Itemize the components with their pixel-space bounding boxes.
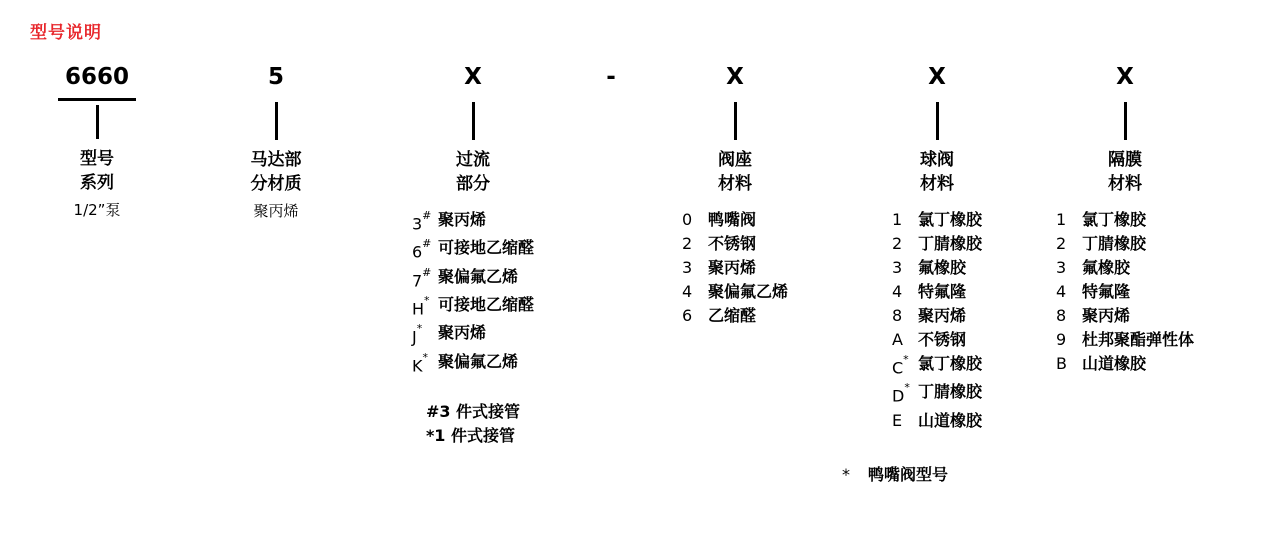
option-value: 特氟隆 [1081, 282, 1130, 301]
option-key-superscript: * [904, 381, 910, 395]
footnote: #3 件式接管 [425, 401, 521, 421]
option-key-char: 3 [891, 258, 903, 277]
segment-code: X [928, 64, 946, 90]
option-key [892, 304, 918, 328]
segment-stem [734, 102, 737, 140]
star-note [842, 463, 1032, 487]
segment-code: X [1116, 64, 1134, 90]
option-value: 聚丙烯 [437, 210, 486, 229]
option-row [892, 256, 982, 280]
option-key [412, 321, 438, 349]
option-row [892, 304, 982, 328]
option-value: 聚丙烯 [1081, 306, 1130, 325]
option-row [1056, 280, 1194, 304]
option-value: 山道橡胶 [917, 410, 982, 430]
option-key-char: 2 [681, 234, 693, 253]
star-note-key: * [842, 464, 850, 484]
option-key [892, 328, 918, 352]
option-row [1056, 304, 1194, 328]
option-key [1056, 232, 1082, 256]
footnote-list [426, 400, 520, 448]
option-key [1056, 280, 1082, 304]
option-key-char: 6 [681, 306, 693, 325]
option-key [1056, 328, 1082, 352]
option-value: 氯丁橡胶 [917, 210, 982, 229]
option-key [892, 208, 918, 232]
segment-heading: 材料 [920, 174, 954, 194]
option-value: 不锈钢 [707, 234, 756, 253]
option-key [1056, 208, 1082, 232]
option-key-char: C [891, 358, 904, 378]
option-list [412, 208, 534, 378]
option-key-superscript: # [422, 265, 432, 279]
option-key-char: 1 [891, 210, 903, 229]
segment-heading: 球阀 [920, 150, 954, 170]
page-title: 型号说明 [30, 23, 102, 43]
option-row [412, 321, 534, 349]
option-value: 聚偏氟乙烯 [437, 351, 518, 371]
option-key [1056, 256, 1082, 280]
option-value: 氟橡胶 [917, 258, 966, 277]
option-key-char: 1 [1055, 210, 1067, 229]
option-key-superscript: * [422, 350, 428, 364]
option-value: 聚丙烯 [707, 258, 756, 277]
option-key-char: H [411, 299, 425, 319]
segment-code: 5 [267, 64, 284, 90]
option-row [412, 265, 534, 293]
option-row [1056, 208, 1194, 232]
segment-bracket [58, 98, 136, 101]
option-value: 丁腈橡胶 [917, 234, 982, 253]
option-key-char: 2 [891, 234, 903, 253]
option-key-char: 8 [1055, 306, 1067, 325]
footnote: *1 件式接管 [425, 425, 516, 445]
option-value: 丁腈橡胶 [917, 382, 982, 402]
option-key-char: 9 [1055, 330, 1067, 349]
option-key-char: K [411, 355, 423, 375]
option-row [412, 208, 534, 236]
star-note-value: 鸭嘴阀型号 [868, 464, 949, 484]
segment-heading: 马达部 [250, 150, 302, 170]
option-key-char: J [411, 327, 417, 347]
option-key-superscript: # [422, 237, 432, 251]
option-row [892, 352, 982, 380]
option-value: 聚偏氟乙烯 [437, 266, 518, 286]
option-key-char: E [891, 410, 903, 430]
option-key [412, 208, 438, 236]
option-value: 可接地乙缩醛 [437, 294, 534, 314]
option-key [892, 352, 918, 380]
option-value: 氟橡胶 [1081, 258, 1130, 277]
option-row [1056, 232, 1194, 256]
option-key [892, 256, 918, 280]
code-segment-5 [842, 62, 1032, 487]
segment-stem [1124, 102, 1127, 140]
segment-code: 6660 [64, 64, 129, 90]
option-key [682, 232, 708, 256]
code-segment-4 [650, 62, 820, 328]
code-segment-1 [206, 62, 346, 222]
option-value: 聚偏氟乙烯 [707, 282, 788, 301]
segment-subnote: 聚丙烯 [253, 202, 299, 220]
option-value: 特氟隆 [917, 282, 966, 301]
option-key [682, 304, 708, 328]
option-key-char: 3 [681, 258, 693, 277]
option-row [682, 304, 788, 328]
option-list [892, 208, 982, 433]
option-key [412, 236, 438, 264]
option-key-char: 3 [411, 214, 423, 234]
option-row [892, 232, 982, 256]
option-key-char: 0 [681, 210, 693, 229]
option-value: 可接地乙缩醛 [437, 238, 534, 258]
segment-code: X [726, 64, 744, 90]
option-key-superscript: * [424, 293, 430, 307]
option-row [412, 236, 534, 264]
option-list [1056, 208, 1194, 376]
segment-heading: 分材质 [250, 174, 302, 194]
code-segment-0 [22, 62, 172, 221]
option-key [682, 208, 708, 232]
option-value: 鸭嘴阀 [707, 210, 756, 229]
option-key-char: 2 [1055, 234, 1067, 253]
option-key [892, 280, 918, 304]
code-segment-2 [368, 62, 578, 448]
option-value: 聚丙烯 [917, 306, 966, 325]
option-key-char: D [891, 386, 905, 406]
option-key [412, 265, 438, 293]
option-value: 杜邦聚酯弹性体 [1081, 330, 1194, 349]
option-row [682, 280, 788, 304]
segment-heading: 材料 [1108, 174, 1142, 194]
option-value: 丁腈橡胶 [1081, 234, 1146, 253]
option-key [412, 350, 438, 378]
option-value: 乙缩醛 [707, 306, 756, 325]
option-row [892, 409, 982, 433]
option-key-char: 3 [1055, 258, 1067, 277]
option-row [892, 380, 982, 408]
option-key [1056, 304, 1082, 328]
segment-heading: 部分 [456, 174, 490, 194]
option-value: 聚丙烯 [437, 323, 486, 343]
option-value: 氯丁橡胶 [917, 354, 982, 373]
segment-heading: 材料 [718, 174, 752, 194]
option-key-superscript: * [903, 353, 909, 366]
option-key-char: 7 [411, 270, 423, 290]
option-value: 氯丁橡胶 [1081, 210, 1146, 229]
option-key [892, 380, 918, 408]
option-key-char: 4 [1055, 282, 1067, 301]
option-key-superscript: # [422, 209, 432, 222]
segment-stem [275, 102, 278, 140]
segment-code: X [464, 64, 482, 90]
option-key [412, 293, 438, 321]
option-key-char: B [1055, 354, 1067, 373]
option-key-char: 6 [411, 242, 423, 262]
option-value: 山道橡胶 [1081, 354, 1146, 373]
option-key [682, 280, 708, 304]
segment-subnote: 1/2”泵 [73, 201, 121, 219]
option-key [1056, 352, 1082, 376]
segment-stem [936, 102, 939, 140]
option-row [892, 280, 982, 304]
code-segment-6 [1020, 62, 1230, 376]
segment-stem [472, 102, 475, 140]
option-row [682, 232, 788, 256]
segment-code: - [606, 64, 616, 90]
option-row [1056, 352, 1194, 376]
option-key-char: A [891, 330, 903, 349]
option-row [1056, 256, 1194, 280]
segment-heading: 阀座 [718, 150, 752, 170]
option-key [892, 232, 918, 256]
option-key-superscript: * [416, 322, 423, 336]
segment-heading: 型号 [80, 149, 114, 169]
segment-heading: 过流 [456, 150, 490, 170]
option-row [412, 350, 534, 378]
segment-heading: 系列 [80, 173, 114, 193]
option-row [682, 256, 788, 280]
option-key [892, 409, 918, 433]
segment-heading: 隔膜 [1108, 150, 1142, 170]
option-list [682, 208, 788, 328]
option-value: 不锈钢 [917, 330, 966, 349]
option-key [682, 256, 708, 280]
option-row [892, 208, 982, 232]
option-row [682, 208, 788, 232]
option-key-char: 8 [891, 306, 903, 325]
option-key-char: 4 [891, 282, 903, 301]
segment-stem [96, 105, 99, 139]
option-row [892, 328, 982, 352]
option-row [1056, 328, 1194, 352]
option-key-char: 4 [681, 282, 693, 301]
option-row [412, 293, 534, 321]
